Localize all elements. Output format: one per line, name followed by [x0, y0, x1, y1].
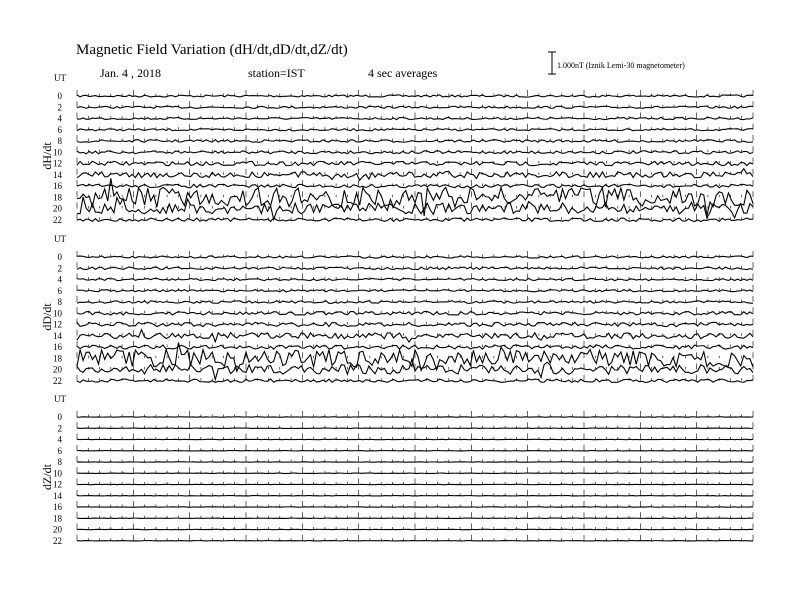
row-ticks: [77, 467, 753, 473]
row-label: 14: [53, 490, 62, 501]
row-ticks: [77, 445, 753, 451]
row-ticks: [77, 490, 753, 496]
row-ticks: [77, 479, 753, 485]
row-ticks: [77, 124, 753, 130]
row-ticks: [77, 501, 753, 507]
row-ticks: [77, 456, 753, 462]
row-label: 20: [53, 364, 62, 375]
row-label: 2: [57, 263, 62, 274]
row-ticks: [77, 214, 753, 220]
panel-dd-dt: [40, 234, 753, 386]
ut-label: UT: [54, 234, 66, 244]
row-label: 10: [53, 308, 62, 319]
row-label: 12: [53, 319, 62, 330]
row-label: 4: [57, 434, 62, 445]
station-label: station=IST: [248, 66, 305, 80]
row-label: 22: [53, 535, 62, 546]
ut-label: UT: [54, 73, 66, 83]
scale-label: 1.000nT (Iznik Lemi-30 magnetometer): [557, 61, 685, 70]
row-label: 14: [53, 169, 62, 180]
row-label: 6: [57, 445, 62, 456]
row-ticks: [77, 411, 753, 417]
row-label: 22: [53, 375, 62, 386]
row-label: 16: [53, 181, 62, 191]
row-label: 4: [57, 274, 62, 285]
chart-title: Magnetic Field Variation (dH/dt,dD/dt,dZ/dt): [76, 42, 348, 58]
row-ticks: [77, 535, 753, 541]
row-label: 2: [57, 102, 62, 113]
row-label: 8: [57, 136, 62, 146]
row-label: 10: [53, 147, 62, 158]
row-label: 14: [53, 330, 62, 341]
row-ticks: [77, 512, 753, 518]
row-label: 8: [57, 297, 62, 307]
row-label: 0: [57, 252, 62, 262]
row-label: 10: [53, 468, 62, 479]
row-ticks: [77, 135, 753, 141]
row-ticks: [77, 364, 753, 370]
row-label: 18: [53, 192, 62, 203]
row-label: 16: [53, 342, 62, 352]
row-label: 18: [53, 353, 62, 364]
row-label: 4: [57, 113, 62, 124]
row-label: 0: [57, 412, 62, 422]
row-label: 12: [53, 158, 62, 169]
date-label: Jan. 4 , 2018: [100, 66, 161, 80]
row-label: 12: [53, 479, 62, 490]
ut-label: UT: [54, 394, 66, 404]
row-label: 16: [53, 502, 62, 512]
row-ticks: [77, 422, 753, 428]
panel-dh-dt: [40, 73, 753, 225]
row-ticks: [77, 434, 753, 440]
y-axis-label: dH/dt: [40, 142, 54, 170]
y-axis-label: dZ/dt: [40, 464, 54, 490]
scale-bar: [548, 52, 685, 74]
row-label: 22: [53, 214, 62, 225]
averaging-label: 4 sec averages: [368, 66, 438, 80]
row-label: 8: [57, 457, 62, 467]
row-label: 2: [57, 423, 62, 434]
row-ticks: [77, 524, 753, 530]
row-label: 6: [57, 285, 62, 296]
row-label: 20: [53, 524, 62, 535]
y-axis-label: dD/dt: [40, 303, 54, 331]
row-label: 18: [53, 513, 62, 524]
row-label: 0: [57, 91, 62, 101]
panel-dz-dt: [40, 394, 753, 546]
row-label: 20: [53, 203, 62, 214]
row-label: 6: [57, 124, 62, 135]
